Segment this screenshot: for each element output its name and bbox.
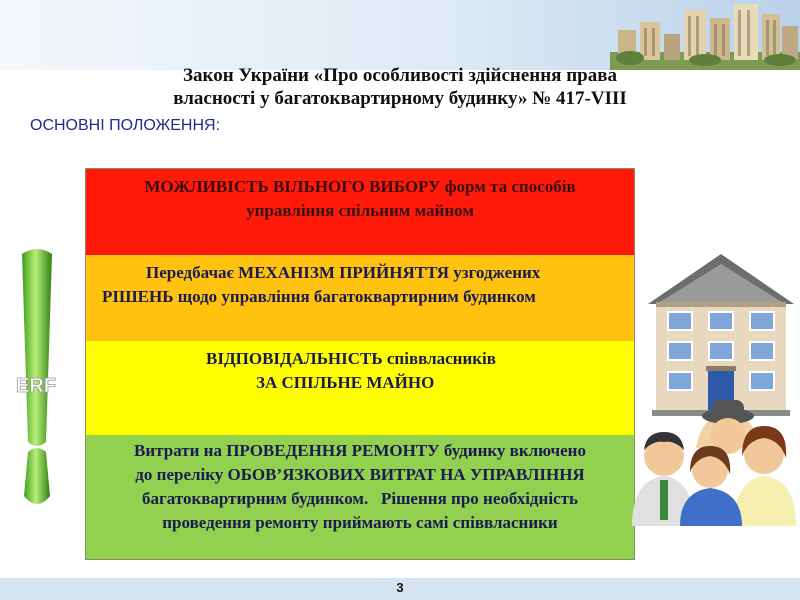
point-responsibility [86, 341, 634, 435]
point-decision-mechanism [86, 255, 634, 341]
point-3-line-1: ВІДПОВІДАЛЬНІСТЬ співвласників [206, 349, 496, 368]
point-1-line-1: МОЖЛИВІСТЬ ВІЛЬНОГО ВИБОРУ форм та способів [144, 177, 576, 196]
key-points-table [85, 168, 635, 560]
point-3-line-2: ЗА СПІЛЬНЕ МАЙНО [256, 373, 435, 392]
page-number: 3 [396, 580, 404, 595]
point-4-line-1: Витрати на ПРОВЕДЕННЯ РЕМОНТУ будинку включено [134, 441, 586, 460]
point-4-line-2: до переліку ОБОВ’ЯЗКОВИХ ВИТРАТ НА УПРАВЛІННЯ [135, 465, 585, 484]
point-4-line-4: проведення ремонту приймають самі співвласники [162, 513, 558, 532]
title-line-2: власності у багатоквартирному будинку» № 417-VIII [173, 88, 627, 109]
city-skyline-image [610, 0, 800, 70]
point-2-line-1: Передбачає МЕХАНІЗМ ПРИЙНЯТТЯ узгоджених [146, 263, 541, 282]
point-4-line-3: багатоквартирним будинком. Рішення про необхідність [142, 489, 578, 508]
erf-watermark [14, 368, 70, 402]
point-2-line-2: РІШЕНЬ щодо управління багатоквартирним будинком [102, 287, 536, 306]
title-line-1: Закон України «Про особливості здійснення права [183, 65, 617, 86]
apartment-building-icon [646, 248, 796, 416]
page-title [110, 64, 690, 110]
point-repair-costs [86, 435, 634, 559]
section-subtitle: ОСНОВНІ ПОЛОЖЕННЯ: [30, 117, 221, 134]
point-free-choice [86, 169, 634, 255]
watermark-text: ERF [16, 375, 56, 397]
co-owners-group-icon [624, 396, 800, 526]
point-1-line-2: управління спільним майном [246, 201, 474, 220]
